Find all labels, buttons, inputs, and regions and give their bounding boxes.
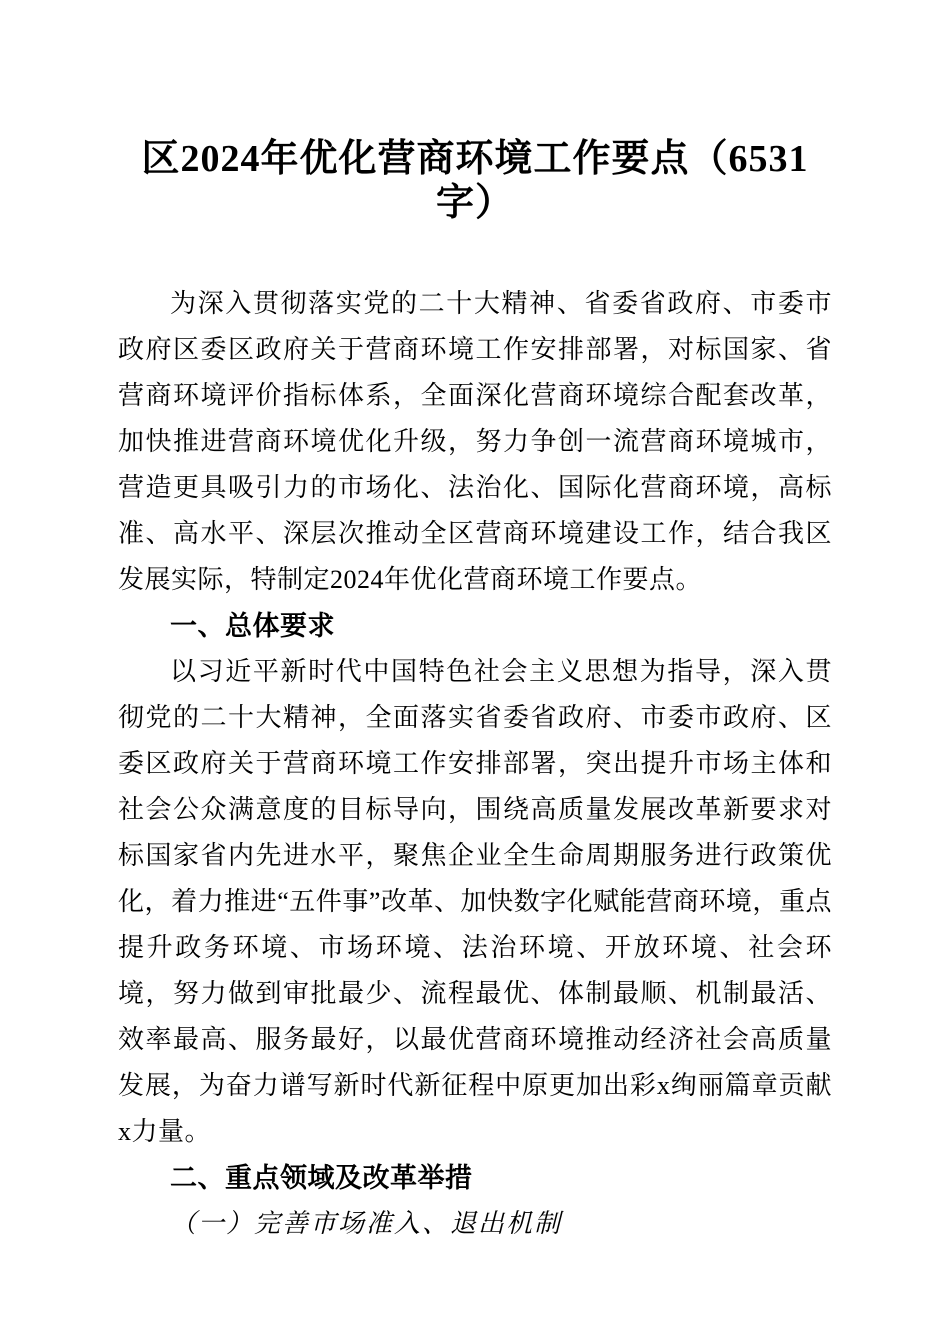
section-heading-key-areas-reform-measures: 二、重点领域及改革举措 (170, 1163, 473, 1194)
document-title: 区2024年优化营商环境工作要点（6531字） (141, 138, 809, 224)
subsection-heading-market-entry-exit-mechanism: （一）完善市场准入、退出机制 (170, 1209, 563, 1239)
overall-requirements-paragraph: 以习近平新时代中国特色社会主义思想为指导，深入贯彻党的二十大精神，全面落实省委省政府、市委市政府、区委区政府关于营商环境工作安排部署，突出提升市场主体和社会公众满意度的目标导向，围绕高质量发展改革新要求对标国家省内先进水平，聚焦企业全生命周期服务进行政策优化，着力推进“五件事”改革、加快数字化赋能营商环境，重点提升政务环境、市场环境、法治环境、开放环境、社会环境，努力做到审批最少、流程最优、体制最顺、机制最活、效率最高、服务最好，以最优营商环境推动经济社会高质量发展，为奋力谱写新时代新征程中原更加出彩x绚丽篇章贡献x力量。 (118, 657, 832, 1147)
intro-paragraph: 为深入贯彻落实党的二十大精神、省委省政府、市委市政府区委区政府关于营商环境工作安排部署，对标国家、省营商环境评价指标体系，全面深化营商环境综合配套改革，加快推进营商环境优化升级，努力争创一流营商环境城市，营造更具吸引力的市场化、法治化、国际化营商环境，高标准、高水平、深层次推动全区营商环境建设工作，结合我区发展实际，特制定2024年优化营商环境工作要点。 (118, 289, 832, 595)
section-heading-overall-requirements: 一、总体要求 (170, 611, 335, 642)
